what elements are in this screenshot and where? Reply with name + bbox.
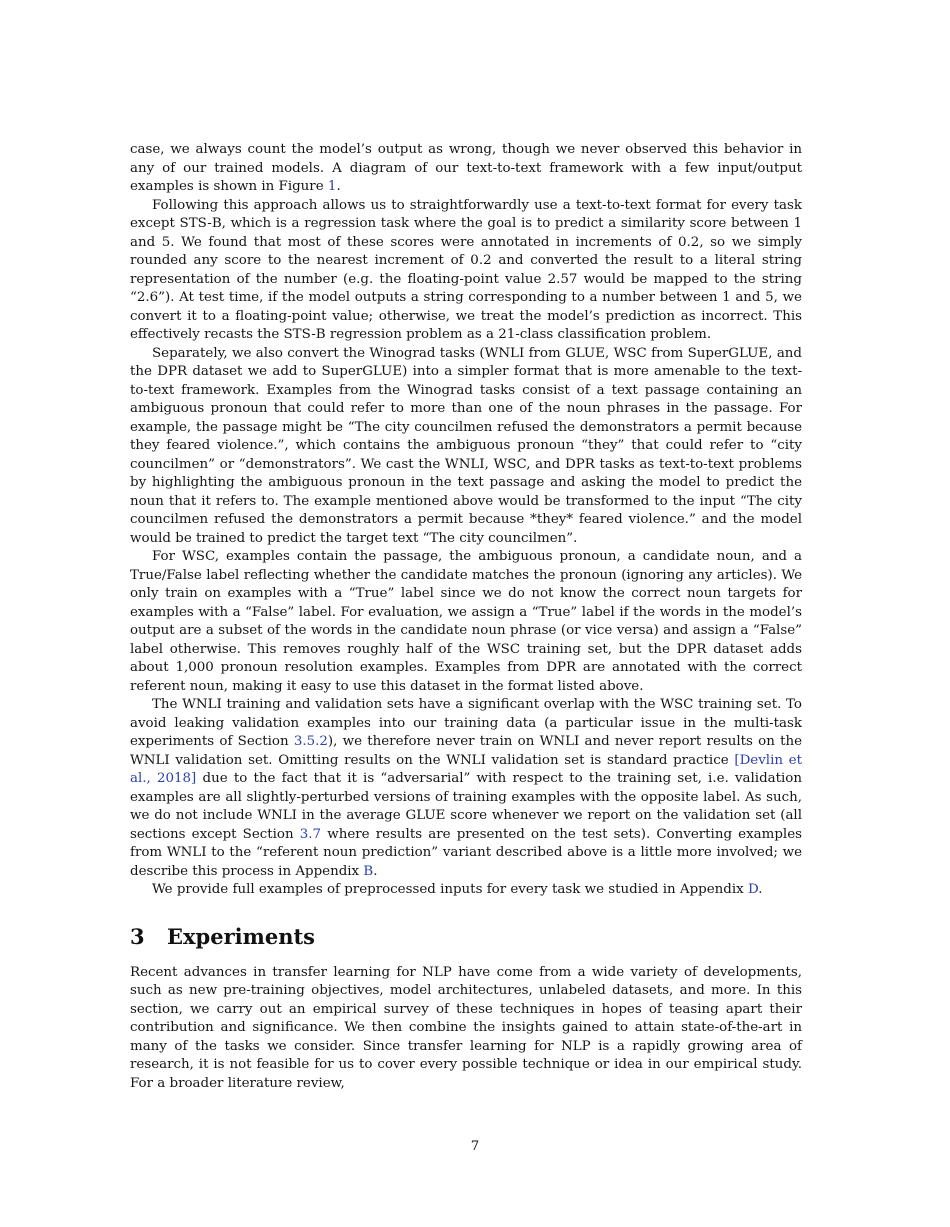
paragraph-text: We provide full examples of preprocessed inputs for every task we studied in Appendix <box>152 882 748 897</box>
cross-reference-link[interactable]: D <box>747 882 759 897</box>
cross-reference-link[interactable]: 1 <box>327 179 337 194</box>
paragraph-text: where results are presented on the test sets). Converting examples from WNLI to the “referent noun prediction” variant described above is a little more involved; we describe this process in Appendix <box>130 826 802 879</box>
section-body <box>130 964 802 1094</box>
paragraph-text: due to the fact that it is “adversarial” with respect to the training set, i.e. validation examples are all slightly-perturbed versions of training examples with the opposite label. As such, we do not include WNLI in the average GLUE score whenever we report on the validation set (all sections except Section <box>130 771 802 842</box>
cross-reference-link[interactable]: 3.7 <box>299 826 322 842</box>
cross-reference-link[interactable]: [Devlin et al., 2018] <box>130 752 802 786</box>
paragraph <box>130 964 802 1094</box>
paragraph-text: Recent advances in transfer learning for NLP have come from a wide variety of developments, such as new pre-training objectives, model architectures, unlabeled datasets, and more. In this section, we carry out an empirical survey of these techniques in hopes of teasing apart their contribution and significance. We then combine the insights gained to attain state-of-the-art in many of the tasks we consider. Since transfer learning for NLP is a rapidly growing area of research, it is not feasible for us to cover every possible technique or idea in our empirical study. For a broader literature review, <box>130 964 802 1091</box>
paragraph-text: ), we therefore never train on WNLI and never report results on the WNLI validation set. Omitting results on the WNLI validation set is standard practice <box>130 734 802 768</box>
section-heading <box>130 924 802 950</box>
cross-reference-link[interactable]: 3.5.2 <box>293 734 328 749</box>
paragraph-text: . <box>336 179 341 194</box>
paragraph <box>130 696 802 881</box>
section-title: Experiments <box>167 923 315 949</box>
paragraph-text: . <box>373 863 378 879</box>
paragraph <box>130 345 802 549</box>
preceding-text <box>130 141 802 900</box>
page-number: 7 <box>470 1139 480 1154</box>
section-number: 3 <box>130 923 145 949</box>
paragraph <box>130 548 802 696</box>
paragraph-text: The WNLI training and validation sets have a significant overlap with the WSC training set. To avoid leaking validation examples into our training data (a particular issue in the multi-task experiments of Section <box>130 697 802 749</box>
paragraph-text: . <box>758 882 763 897</box>
cross-reference-link[interactable]: B <box>363 863 374 879</box>
paragraph-text: case, we always count the model’s output as wrong, though we never observed this behavior in any of our trained models. A diagram of our text-to-text framework with a few input/output examples is shown in Figure <box>130 142 802 194</box>
paragraph-text: Separately, we also convert the Winograd tasks (WNLI from GLUE, WSC from SuperGLUE, and the DPR dataset we add to SuperGLUE) into a simpler format that is more amenable to the text-to-text framework. Examples from the Winograd tasks consist of a text passage containing an ambiguous pronoun that could refer to more than one of the noun phrases in the passage. For example, the passage might be “The city councilmen refused the demonstrators a permit because they feared violence.”, which contains the ambiguous pronoun “they” that could refer to “city councilmen” or “demonstrators”. We cast the WNLI, WSC, and DPR tasks as text-to-text problems by highlighting the ambiguous pronoun in the text passage and asking the model to predict the noun that it refers to. The example mentioned above would be transformed to the input “The city councilmen refused the demonstrators a permit because *they* feared violence.” and the model would be trained to predict the target text “The city councilmen”. <box>130 345 802 546</box>
page-body <box>130 141 802 1093</box>
paragraph-text: For WSC, examples contain the passage, the ambiguous pronoun, a candidate noun, and a True/False label reflecting whether the candidate matches the pronoun (ignoring any articles). We only train on examples with a “True” label since we do not know the correct noun targets for examples with a “False” label. For evaluation, we assign a “True” label if the words in the model’s output are a subset of the words in the candidate noun phrase (or vice versa) and assign a “False” label otherwise. This removes roughly half of the WSC training set, but the DPR dataset adds about 1,000 pronoun resolution examples. Examples from DPR are annotated with the correct referent noun, making it easy to use this dataset in the format listed above. <box>130 549 802 694</box>
paragraph-text: Following this approach allows us to straightforwardly use a text-to-text format for every task except STS-B, which is a regression task where the goal is to predict a similarity score between 1 and 5. We found that most of these scores were annotated in increments of 0.2, so we simply rounded any score to the nearest increment of 0.2 and converted the result to a literal string representation of the number (e.g. the floating-point value 2.57 would be mapped to the string “2.6”). At test time, if the model outputs a string corresponding to a number between 1 and 5, we convert it to a floating-point value; otherwise, we treat the model’s prediction as incorrect. This effectively recasts the STS-B regression problem as a 21-class classification problem. <box>130 197 802 342</box>
paragraph <box>130 141 802 197</box>
paragraph <box>130 197 802 345</box>
paragraph <box>130 881 802 900</box>
